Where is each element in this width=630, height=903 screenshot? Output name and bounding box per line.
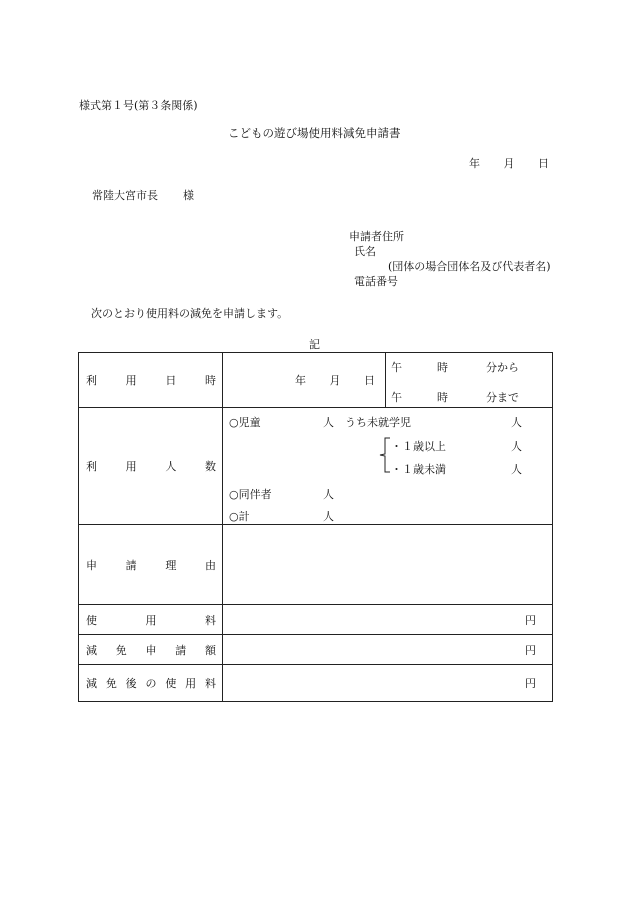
fee-after-yen: 円 — [525, 677, 536, 690]
companions-unit: 人 — [323, 488, 334, 501]
label-usage-datetime: 利 用 日 時 — [79, 353, 223, 408]
date-day: 日 — [538, 157, 549, 170]
date-line — [469, 155, 549, 171]
page-title: こどもの遊び場使用料減免申請書 — [228, 126, 401, 140]
total-label: ○計 — [229, 510, 250, 523]
usage-date-month: 月 — [329, 374, 341, 387]
time-to-min: 分まで — [486, 391, 519, 404]
exemption-amount-field[interactable] — [223, 635, 553, 665]
total-unit: 人 — [323, 510, 334, 523]
label-exemption-amount: 減 免 申 請 額 — [79, 635, 223, 665]
applicant-name-label: 氏名 — [354, 245, 376, 258]
row-usage-datetime — [79, 353, 553, 408]
preschool-label: うち未就学児 — [345, 416, 411, 429]
children-label: ○児童 — [229, 416, 261, 429]
children-unit: 人 — [323, 416, 334, 429]
time-to-ampm: 午 — [391, 391, 402, 404]
row-fee — [79, 605, 553, 635]
row-reason — [79, 525, 553, 605]
ki-heading: 記 — [309, 338, 320, 351]
reason-field[interactable] — [223, 525, 553, 605]
usage-date-year: 年 — [295, 374, 306, 387]
usage-date-field[interactable] — [223, 353, 386, 408]
exemption-amount-yen: 円 — [525, 643, 536, 657]
fee-after-field[interactable] — [223, 665, 553, 702]
fee-field[interactable] — [223, 605, 553, 635]
row-fee-after — [79, 665, 553, 702]
users-field[interactable] — [223, 408, 553, 525]
usage-time-field[interactable] — [386, 353, 553, 408]
date-year: 年 — [469, 157, 480, 170]
addressee: 常陸大宮市長 — [92, 189, 158, 202]
addressee-honorific: 様 — [183, 189, 194, 202]
label-users: 利 用 人 数 — [79, 408, 223, 525]
applicant-name-note: (団体の場合団体名及び代表者名) — [388, 260, 551, 273]
companions-label: ○同伴者 — [229, 488, 272, 501]
preschool-unit: 人 — [511, 416, 522, 429]
bracket-icon — [379, 437, 391, 473]
date-month: 月 — [503, 157, 515, 170]
age-1-over-unit: 人 — [511, 440, 522, 453]
application-table — [78, 352, 553, 702]
form-number: 様式第１号(第３条関係) — [79, 99, 198, 112]
usage-date-day: 日 — [364, 374, 375, 387]
time-from-hour: 時 — [437, 361, 448, 374]
age-1-over-label: ・１歳以上 — [391, 440, 446, 453]
fee-yen: 円 — [525, 613, 536, 627]
label-reason: 申 請 理 由 — [79, 525, 223, 605]
applicant-address-label: 申請者住所 — [349, 230, 404, 243]
time-from-ampm: 午 — [391, 361, 402, 374]
label-fee-after: 減 免 後 の 使 用 料 — [79, 665, 223, 702]
age-under-1-label: ・１歳未満 — [391, 463, 446, 476]
row-users — [79, 408, 553, 525]
applicant-phone-label: 電話番号 — [354, 275, 398, 288]
age-under-1-unit: 人 — [511, 463, 522, 476]
label-fee: 使 用 料 — [79, 605, 223, 635]
time-to-hour: 時 — [437, 391, 448, 404]
time-from-min: 分から — [486, 361, 519, 374]
intro-text: 次のとおり使用料の減免を申請します。 — [91, 307, 289, 320]
row-exemption-amount — [79, 635, 553, 665]
